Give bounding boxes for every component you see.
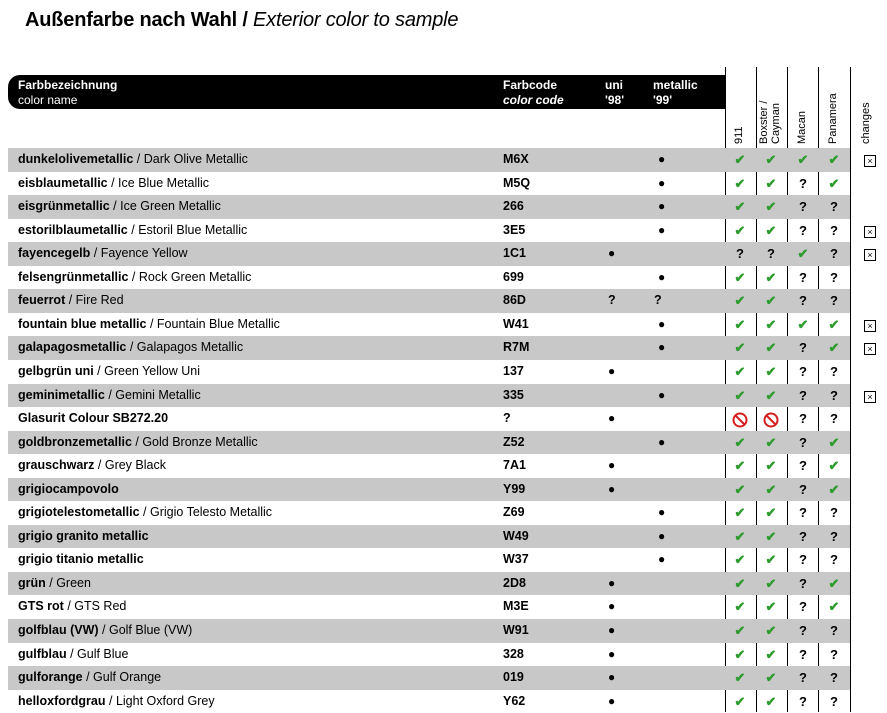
name-separator: / [90, 246, 101, 261]
check-icon: ✔ [765, 175, 777, 191]
uni-marker: ● [608, 623, 616, 637]
color-name-de: fayencegelb [18, 246, 91, 261]
check-icon: ✔ [765, 434, 777, 450]
color-name-en: Golf Blue (VW) [108, 623, 193, 637]
color-name-de: golfblau (VW) [18, 623, 99, 637]
table-row [8, 619, 838, 643]
color-name [18, 643, 128, 667]
color-code: 2D8 [503, 575, 526, 590]
name-separator: / [133, 152, 144, 166]
title-german: Außenfarbe nach Wahl [25, 9, 237, 31]
check-icon: ✔ [765, 505, 777, 521]
question-mark: ? [830, 199, 838, 215]
color-name [18, 619, 192, 643]
color-name-de: GTS rot [18, 599, 64, 614]
check-icon: ✔ [765, 481, 777, 497]
metallic-marker: ● [658, 552, 666, 567]
check-icon: ✔ [734, 387, 746, 403]
color-name-en: Gulf Orange [93, 670, 162, 685]
color-name [18, 690, 215, 713]
title-separator: / [242, 9, 248, 31]
check-icon: ✔ [765, 387, 777, 403]
check-icon: ✔ [828, 434, 840, 450]
color-code: 335 [503, 387, 524, 402]
check-icon: ✔ [797, 152, 809, 167]
uni-marker: ● [608, 458, 616, 473]
color-code: 3E5 [503, 222, 526, 237]
color-name-de: grigiocampovolo [18, 481, 119, 496]
color-name-en: GTS Red [74, 599, 127, 614]
table-row [8, 172, 840, 196]
color-code: 86D [503, 293, 526, 308]
uni-marker: ● [608, 363, 616, 378]
check-icon: ✔ [734, 434, 746, 450]
check-icon: ✔ [765, 269, 777, 285]
forbidden-icon [729, 407, 751, 431]
color-name-en: Dark Olive Metallic [143, 152, 248, 166]
metallic-marker: ● [658, 528, 666, 543]
question-mark: ? [799, 175, 807, 191]
check-icon: ✔ [765, 363, 777, 379]
uni-marker: ● [608, 411, 616, 426]
header-metallic [653, 78, 698, 108]
question-mark: ? [830, 411, 838, 427]
question-mark: ? [799, 599, 807, 615]
color-name [18, 266, 251, 290]
question-mark: ? [799, 340, 807, 356]
table-row [8, 242, 873, 266]
name-separator: / [105, 693, 116, 708]
check-icon: ✔ [734, 623, 746, 638]
color-name [18, 548, 144, 572]
question-mark: ? [799, 481, 807, 497]
name-separator: / [65, 293, 76, 308]
header-color-code [503, 78, 564, 108]
check-icon: ✔ [828, 575, 840, 591]
check-icon: ✔ [734, 152, 746, 167]
color-code: M3E [503, 599, 529, 614]
table-row [8, 643, 838, 667]
color-name [18, 595, 126, 619]
question-mark: ? [830, 693, 838, 709]
forbidden-icon [760, 407, 782, 431]
header-model-macan: Macan [796, 110, 808, 144]
question-mark: ? [799, 505, 807, 521]
name-separator: / [128, 269, 139, 284]
question-mark: ? [799, 623, 807, 638]
metallic-marker: ● [658, 222, 666, 237]
name-separator: / [104, 387, 116, 402]
color-code: 699 [503, 269, 524, 284]
color-name-de: Glasurit Colour SB272.20 [18, 411, 169, 426]
question-mark: ? [799, 693, 807, 709]
color-name-de: grigiotelestometallic [18, 505, 140, 520]
color-name [18, 431, 258, 455]
check-icon: ✔ [765, 458, 777, 474]
question-mark: ? [799, 458, 807, 474]
color-code: 137 [503, 363, 524, 378]
metallic-marker: ● [658, 340, 666, 355]
check-icon: ✔ [765, 340, 777, 356]
table-row [8, 219, 873, 243]
changed-icon: × [864, 155, 876, 167]
color-code: 328 [503, 646, 524, 661]
color-name-de: felsengrünmetallic [18, 269, 129, 284]
color-name-de: grün [18, 575, 46, 590]
color-name [18, 360, 200, 384]
check-icon: ✔ [828, 458, 840, 474]
header-model-panamera: Panamera [827, 93, 839, 144]
color-name [18, 219, 247, 243]
check-icon: ✔ [734, 646, 746, 662]
question-mark: ? [767, 246, 775, 262]
color-code: R7M [503, 340, 530, 355]
name-separator: / [146, 316, 157, 331]
check-icon: ✔ [765, 316, 777, 332]
metallic-marker: ● [658, 434, 666, 449]
question-mark: ? [830, 646, 838, 662]
name-separator: / [94, 458, 105, 473]
question-mark: ? [799, 434, 807, 450]
check-icon: ✔ [765, 152, 777, 167]
header-code-en: color code [503, 93, 564, 107]
name-separator: / [82, 670, 94, 685]
header-uni [605, 78, 624, 108]
color-name [18, 478, 119, 502]
header-metallic-code: '99' [653, 93, 673, 107]
metallic-marker: ● [658, 387, 666, 402]
color-name [18, 313, 280, 337]
check-icon: ✔ [734, 528, 746, 544]
color-name-de: gulfblau [18, 646, 67, 661]
question-mark: ? [830, 623, 838, 638]
color-name-en: Ice Green Metallic [120, 199, 221, 214]
name-separator: / [127, 222, 139, 237]
name-separator: / [109, 199, 121, 214]
question-mark: ? [830, 505, 838, 521]
color-name [18, 501, 272, 525]
check-icon: ✔ [797, 246, 809, 262]
color-name-en: Fountain Blue Metallic [156, 316, 280, 331]
page-title [25, 9, 458, 31]
header-code-de: Farbcode [503, 78, 558, 92]
question-mark: ? [830, 269, 838, 285]
check-icon: ✔ [765, 693, 777, 709]
color-code: ? [503, 411, 511, 426]
header-name-en: color name [18, 93, 78, 107]
check-icon: ✔ [828, 316, 840, 332]
color-name-en: Ice Blue Metallic [118, 175, 210, 190]
color-name-de: grigio titanio metallic [18, 552, 144, 567]
question-mark: ? [830, 387, 838, 403]
column-divider [850, 67, 851, 712]
table-row [8, 195, 838, 219]
question-mark: ? [799, 528, 807, 544]
color-name-de: eisblaumetallic [18, 175, 108, 190]
color-name-en: Grey Black [104, 458, 166, 473]
table-row [8, 454, 840, 478]
color-name-de: estorilblaumetallic [18, 222, 128, 237]
check-icon: ✔ [734, 222, 746, 238]
color-name-en: Light Oxford Grey [115, 693, 215, 708]
changed-icon: × [864, 391, 876, 403]
table-row [8, 384, 873, 408]
question-mark: ? [799, 411, 807, 427]
header-name-de: Farbbezeichnung [18, 78, 118, 92]
color-name [18, 384, 201, 408]
header-changes: changes [860, 102, 872, 144]
check-icon: ✔ [734, 340, 746, 356]
color-name-en: Galapagos Metallic [136, 340, 244, 355]
question-mark: ? [799, 293, 807, 309]
uni-marker: ● [608, 670, 616, 685]
uni-marker: ● [608, 693, 616, 708]
table-row [8, 595, 840, 619]
table-row [8, 431, 840, 455]
check-icon: ✔ [734, 175, 746, 191]
header-uni-label: uni [605, 78, 623, 92]
header-model-911: 911 [733, 126, 745, 144]
check-icon: ✔ [765, 623, 777, 638]
table-row [8, 266, 838, 290]
question-mark: ? [799, 670, 807, 686]
metallic-marker: ? [654, 293, 662, 308]
color-name-de: grauschwarz [18, 458, 95, 473]
question-mark: ? [830, 246, 838, 262]
table-row [8, 148, 873, 172]
color-code: 7A1 [503, 458, 526, 473]
color-name [18, 407, 168, 431]
table-row [8, 548, 838, 572]
metallic-marker: ● [658, 505, 666, 520]
check-icon: ✔ [734, 269, 746, 285]
color-code: W41 [503, 316, 529, 331]
name-separator: / [93, 363, 105, 378]
metallic-marker: ● [658, 152, 666, 166]
color-code: M5Q [503, 175, 531, 190]
color-code: M6X [503, 152, 529, 166]
check-icon: ✔ [828, 599, 840, 615]
color-name-en: Green Yellow Uni [104, 363, 201, 378]
color-code: Y62 [503, 693, 526, 708]
name-separator: / [126, 340, 137, 355]
table-row [8, 501, 838, 525]
color-name-en: Gold Bronze Metallic [142, 434, 258, 449]
check-icon: ✔ [797, 316, 809, 332]
table-row [8, 478, 840, 502]
name-separator: / [45, 575, 57, 590]
question-mark: ? [799, 269, 807, 285]
check-icon: ✔ [734, 670, 746, 686]
table-row [8, 666, 838, 690]
header-color-name [18, 78, 117, 108]
question-mark: ? [830, 293, 838, 309]
color-name-de: helloxfordgrau [18, 693, 106, 708]
check-icon: ✔ [734, 575, 746, 591]
question-mark: ? [830, 670, 838, 686]
color-name [18, 666, 161, 690]
uni-marker: ● [608, 246, 616, 261]
color-code: 019 [503, 670, 524, 685]
question-mark: ? [830, 552, 838, 568]
color-name-en: Fire Red [75, 293, 124, 308]
color-name-de: galapagosmetallic [18, 340, 127, 355]
color-code: 1C1 [503, 246, 526, 261]
name-separator: / [98, 623, 109, 637]
uni-marker: ● [608, 646, 616, 661]
check-icon: ✔ [734, 552, 746, 568]
check-icon: ✔ [734, 316, 746, 332]
metallic-marker: ● [658, 269, 666, 284]
color-name [18, 195, 221, 219]
color-name-de: gelbgrün uni [18, 363, 94, 378]
color-name [18, 172, 209, 196]
color-name-en: Gemini Metallic [115, 387, 201, 402]
color-name-en: Estoril Blue Metallic [138, 222, 248, 237]
color-name-de: geminimetallic [18, 387, 105, 402]
check-icon: ✔ [734, 458, 746, 474]
question-mark: ? [799, 552, 807, 568]
check-icon: ✔ [734, 199, 746, 215]
check-icon: ✔ [765, 646, 777, 662]
metallic-marker: ● [658, 175, 666, 190]
color-name [18, 572, 91, 596]
color-name [18, 289, 124, 313]
color-name-de: eisgrünmetallic [18, 199, 110, 214]
color-name-de: fountain blue metallic [18, 316, 147, 331]
color-name-de: feuerrot [18, 293, 66, 308]
name-separator: / [131, 434, 143, 449]
changed-icon: × [864, 320, 876, 332]
table-row [8, 313, 873, 337]
check-icon: ✔ [765, 599, 777, 615]
question-mark: ? [799, 387, 807, 403]
question-mark: ? [799, 363, 807, 379]
changed-icon: × [864, 343, 876, 355]
question-mark: ? [736, 246, 744, 262]
uni-marker: ? [608, 293, 616, 308]
question-mark: ? [799, 222, 807, 238]
check-icon: ✔ [734, 599, 746, 615]
check-icon: ✔ [765, 199, 777, 215]
table-row [8, 525, 838, 549]
name-separator: / [139, 505, 150, 520]
color-code: Z52 [503, 434, 525, 449]
check-icon: ✔ [765, 575, 777, 591]
check-icon: ✔ [765, 528, 777, 544]
uni-marker: ● [608, 575, 616, 590]
question-mark: ? [799, 199, 807, 215]
check-icon: ✔ [734, 363, 746, 379]
table-row [8, 289, 838, 313]
uni-marker: ● [608, 599, 616, 614]
question-mark: ? [799, 646, 807, 662]
question-mark: ? [830, 222, 838, 238]
check-icon: ✔ [734, 293, 746, 309]
check-icon: ✔ [765, 552, 777, 568]
color-name-en: Fayence Yellow [100, 246, 188, 261]
metallic-marker: ● [658, 199, 666, 214]
color-name [18, 525, 149, 549]
question-mark: ? [799, 575, 807, 591]
color-name-de: dunkelolivemetallic [18, 152, 134, 166]
color-name-en: Gulf Blue [77, 646, 129, 661]
color-name-en: Rock Green Metallic [138, 269, 252, 284]
color-name [18, 242, 188, 266]
color-name-de: gulforange [18, 670, 83, 685]
color-name [18, 336, 243, 360]
color-name [18, 454, 166, 478]
table-row [8, 360, 838, 384]
table-row [8, 407, 838, 431]
color-code: W49 [503, 528, 529, 543]
color-name-en: Green [56, 575, 91, 590]
color-code: Y99 [503, 481, 526, 496]
check-icon: ✔ [765, 293, 777, 309]
color-code: Z69 [503, 505, 525, 520]
name-separator: / [107, 175, 119, 190]
name-separator: / [63, 599, 75, 614]
check-icon: ✔ [828, 340, 840, 356]
color-name-de: grigio granito metallic [18, 528, 149, 543]
table-row [8, 336, 873, 360]
table-row [8, 690, 838, 713]
metallic-marker: ● [658, 316, 666, 331]
color-name-de: goldbronzemetallic [18, 434, 132, 449]
check-icon: ✔ [734, 505, 746, 521]
check-icon: ✔ [828, 152, 840, 167]
check-icon: ✔ [765, 670, 777, 686]
check-icon: ✔ [734, 693, 746, 709]
table-row [8, 572, 840, 596]
color-code: W91 [503, 623, 529, 637]
changed-icon: × [864, 226, 876, 238]
changed-icon: × [864, 249, 876, 261]
header-uni-code: '98' [605, 93, 625, 107]
color-name [18, 148, 248, 172]
check-icon: ✔ [828, 481, 840, 497]
uni-marker: ● [608, 481, 616, 496]
check-icon: ✔ [734, 481, 746, 497]
check-icon: ✔ [765, 222, 777, 238]
color-name-en: Grigio Telesto Metallic [149, 505, 273, 520]
question-mark: ? [830, 528, 838, 544]
color-code: W37 [503, 552, 529, 567]
color-code: 266 [503, 199, 524, 214]
name-separator: / [66, 646, 78, 661]
header-metallic-label: metallic [653, 78, 698, 92]
header-model-boxster: Boxster / Cayman [758, 100, 782, 144]
title-english: Exterior color to sample [253, 9, 459, 31]
check-icon: ✔ [828, 175, 840, 191]
question-mark: ? [830, 363, 838, 379]
